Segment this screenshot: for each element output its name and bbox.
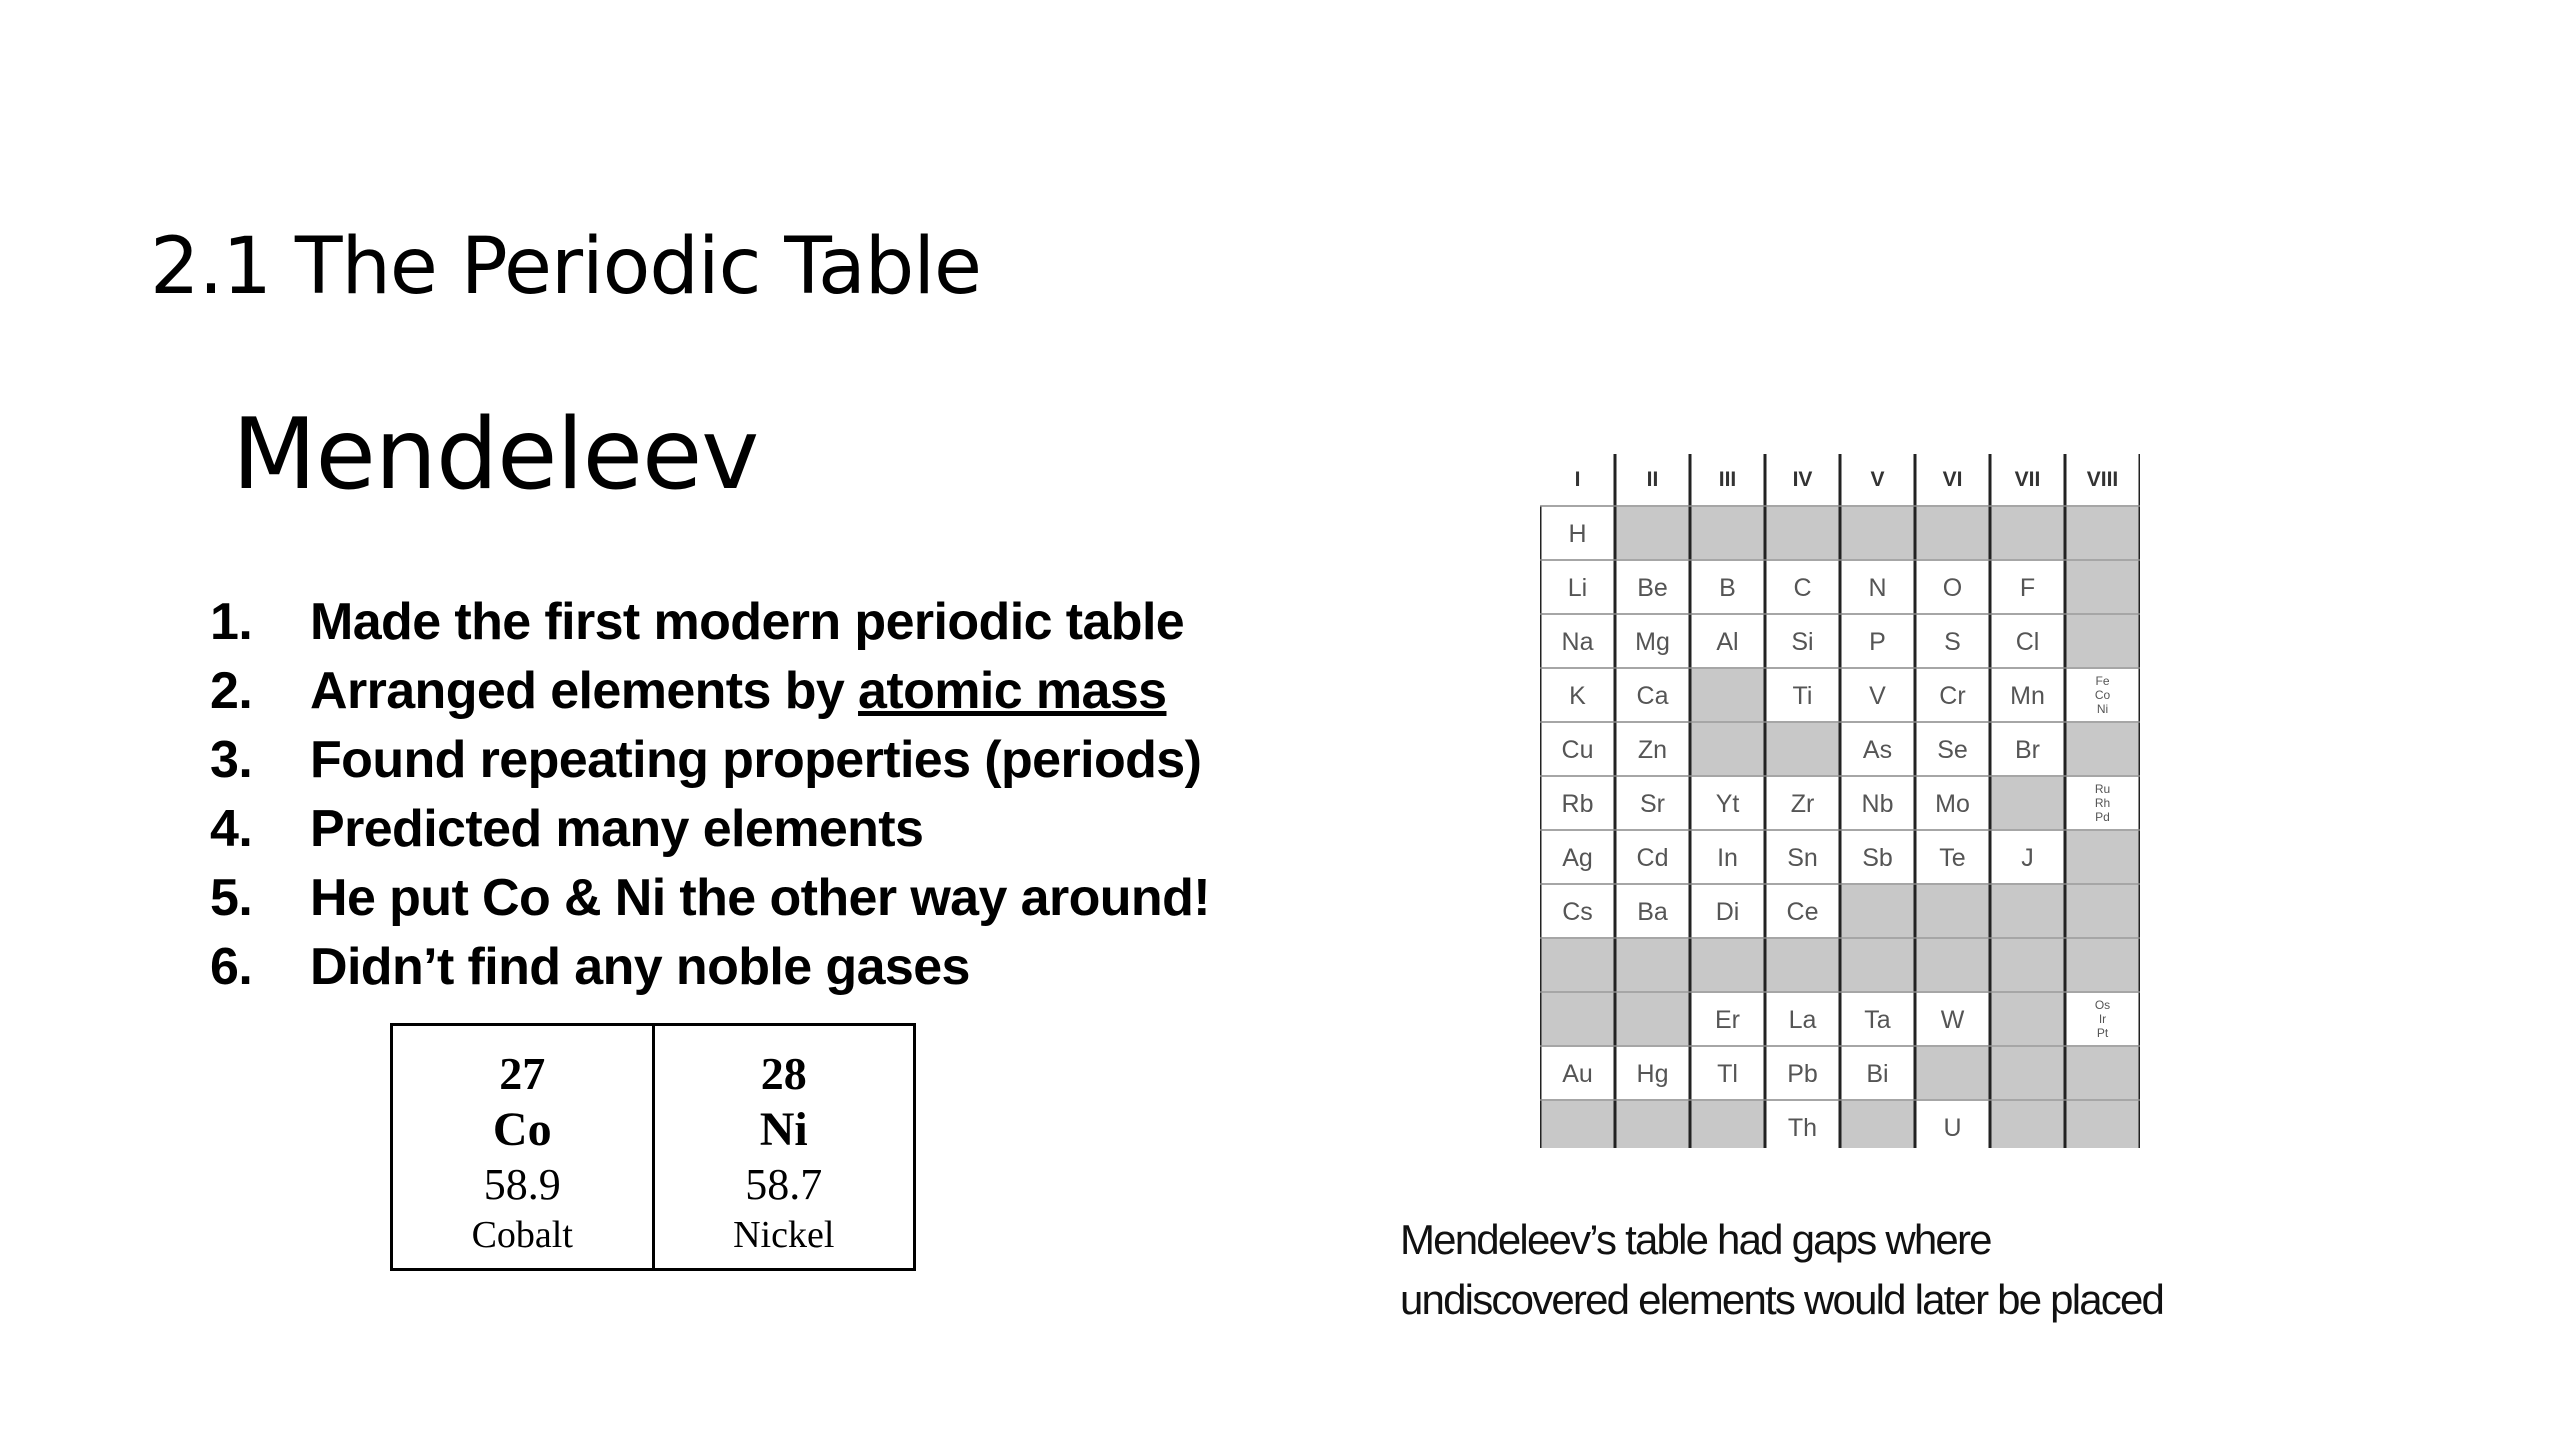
gap-cell <box>1691 507 1764 559</box>
caption-line-1: Mendeleev’s table had gaps where <box>1400 1216 1991 1263</box>
element-symbol: Rb <box>1561 790 1594 818</box>
element-symbol: W <box>1940 1006 1965 1034</box>
item-text-underlined: atomic mass <box>858 662 1167 720</box>
element-symbol: F <box>2019 574 2036 602</box>
element-symbol: Di <box>1715 898 1740 926</box>
element-symbol-small: Pt <box>2096 1026 2109 1040</box>
gap-cell <box>1841 1101 1914 1148</box>
gap-cell <box>1991 939 2064 991</box>
element-name: Nickel <box>733 1214 835 1256</box>
element-symbol: Be <box>1637 574 1668 602</box>
gap-cell <box>1841 885 1914 937</box>
element-symbol-small: Rh <box>2094 796 2111 810</box>
element-symbol: Ba <box>1637 898 1668 926</box>
element-symbol: Mn <box>2010 682 2045 710</box>
element-symbol: Sr <box>1640 790 1665 818</box>
atomic-number: 27 <box>499 1048 546 1099</box>
gap-cell <box>2066 885 2139 937</box>
element-symbol: Cl <box>2015 628 2040 656</box>
group-header: III <box>1718 468 1737 491</box>
gap-cell <box>1991 1047 2064 1099</box>
element-symbol: C <box>1793 574 1812 602</box>
item-number: 2. <box>210 662 253 720</box>
element-symbol-small: Co <box>2094 688 2111 702</box>
element-symbol: Sb <box>1862 844 1893 872</box>
gap-cell <box>1616 939 1689 991</box>
item-number: 1. <box>210 593 253 651</box>
element-symbol: Nb <box>1861 790 1894 818</box>
atomic-number: 28 <box>760 1048 807 1099</box>
gap-cell <box>1691 939 1764 991</box>
gap-cell <box>1541 993 1614 1045</box>
element-symbol: Se <box>1937 736 1968 764</box>
element-symbol: N <box>1868 574 1887 602</box>
gap-cell <box>1616 507 1689 559</box>
element-symbol: Bi <box>1866 1060 1889 1088</box>
element-symbol-small: Fe <box>2095 674 2110 688</box>
element-symbol-small: Pd <box>2095 810 2110 824</box>
gap-cell <box>1916 507 1989 559</box>
element-symbol: Mg <box>1635 628 1670 656</box>
gap-cell <box>2066 831 2139 883</box>
element-symbol: As <box>1862 736 1893 764</box>
element-symbol: H <box>1568 520 1587 548</box>
list-item <box>210 726 1210 795</box>
group-header: II <box>1646 468 1659 491</box>
group-header: VI <box>1942 468 1963 491</box>
gap-cell <box>1916 939 1989 991</box>
figure-caption <box>1400 1210 2163 1330</box>
element-symbol: Ta <box>1864 1006 1891 1034</box>
group-header: V <box>1870 468 1885 491</box>
item-text: Made the first modern periodic table <box>310 593 1185 651</box>
gap-cell <box>2066 939 2139 991</box>
element-symbol: La <box>1788 1006 1817 1034</box>
element-symbol: Sn <box>1787 844 1818 872</box>
element-symbol: V <box>1869 682 1886 710</box>
points-list <box>210 588 1210 1002</box>
element-symbol-small: Os <box>2094 998 2111 1012</box>
gap-cell <box>1841 939 1914 991</box>
item-number: 4. <box>210 800 253 858</box>
gap-cell <box>1691 1101 1764 1148</box>
gap-cell <box>1616 1101 1689 1148</box>
caption-line-2: undiscovered elements would later be placed <box>1400 1276 2164 1323</box>
list-item <box>210 657 1210 726</box>
gap-cell <box>1916 1047 1989 1099</box>
gap-cell <box>1991 507 2064 559</box>
element-symbol: Ca <box>1636 682 1669 710</box>
element-symbol: Cs <box>1562 898 1593 926</box>
element-symbol: Te <box>1939 844 1966 872</box>
element-symbol: U <box>1943 1114 1962 1142</box>
element-box-nickel <box>652 1026 914 1268</box>
element-symbol: Tl <box>1717 1060 1738 1088</box>
gap-cell <box>1691 723 1764 775</box>
element-symbol-small: Ni <box>2096 702 2109 716</box>
element-symbol: Ce <box>1786 898 1819 926</box>
element-symbol: P <box>1869 628 1886 656</box>
item-text: Predicted many elements <box>310 800 924 858</box>
gap-cell <box>1841 507 1914 559</box>
item-text: Found repeating properties (periods) <box>310 731 1202 789</box>
item-text <box>310 657 1166 726</box>
element-symbol: Th <box>1787 1114 1818 1142</box>
gap-cell <box>1691 669 1764 721</box>
element-symbol: B <box>1719 574 1736 602</box>
element-box-cobalt <box>393 1026 652 1268</box>
gap-cell <box>1916 885 1989 937</box>
gap-cell <box>1616 993 1689 1045</box>
element-symbol: Ag <box>1562 844 1593 872</box>
list-item <box>210 588 1210 657</box>
element-name: Cobalt <box>471 1214 573 1256</box>
element-symbol-small: Ru <box>2094 782 2111 796</box>
group-header: VII <box>2014 468 2041 491</box>
item-text: Didn’t find any noble gases <box>310 938 970 996</box>
element-symbol: Na <box>1561 628 1594 656</box>
element-symbol: Co <box>492 1103 552 1156</box>
list-item <box>210 933 1210 1002</box>
gap-cell <box>1991 993 2064 1045</box>
item-number: 6. <box>210 938 253 996</box>
gap-cell <box>1991 1101 2064 1148</box>
gap-cell <box>2066 615 2139 667</box>
mendeleev-periodic-table <box>1540 448 2140 1148</box>
element-symbol: Si <box>1791 628 1814 656</box>
group-header: I <box>1574 468 1581 491</box>
element-symbol: K <box>1569 682 1586 710</box>
element-symbol: Zr <box>1790 790 1815 818</box>
element-symbol: Ti <box>1792 682 1813 710</box>
atomic-mass: 58.7 <box>745 1160 823 1209</box>
gap-cell <box>1541 939 1614 991</box>
gap-cell <box>2066 1101 2139 1148</box>
element-symbol: Er <box>1715 1006 1740 1034</box>
item-number: 5. <box>210 869 253 927</box>
group-header: VIII <box>2086 468 2119 491</box>
element-symbol: Zn <box>1637 736 1668 764</box>
element-symbol-small: Ir <box>2098 1012 2107 1026</box>
element-symbol: Mo <box>1935 790 1970 818</box>
item-number: 3. <box>210 731 253 789</box>
element-symbol: S <box>1944 628 1961 656</box>
element-symbol: In <box>1717 844 1738 872</box>
gap-cell <box>1541 1101 1614 1148</box>
item-text-plain: Arranged elements by <box>310 662 859 720</box>
element-symbol: O <box>1942 574 1963 602</box>
gap-cell <box>1991 885 2064 937</box>
gap-cell <box>2066 507 2139 559</box>
element-comparison <box>390 1023 916 1271</box>
element-symbol: Cd <box>1636 844 1669 872</box>
gap-cell <box>2066 1047 2139 1099</box>
element-symbol: Hg <box>1636 1060 1669 1088</box>
slide-subtitle: Mendeleev <box>232 398 759 512</box>
slide-title: 2.1 The Periodic Table <box>150 222 981 312</box>
element-symbol: J <box>2021 844 2034 872</box>
atomic-mass: 58.9 <box>483 1160 561 1209</box>
gap-cell <box>2066 561 2139 613</box>
item-text: He put Co & Ni the other way around! <box>310 869 1210 927</box>
list-item <box>210 795 1210 864</box>
gap-cell <box>2066 723 2139 775</box>
element-symbol: Yt <box>1715 790 1740 818</box>
gap-cell <box>1766 723 1839 775</box>
element-symbol: Cr <box>1939 682 1966 710</box>
element-symbol: Au <box>1562 1060 1593 1088</box>
gap-cell <box>1991 777 2064 829</box>
gap-cell <box>1766 507 1839 559</box>
element-symbol: Cu <box>1561 736 1594 764</box>
element-symbol: Al <box>1716 628 1739 656</box>
element-symbol: Pb <box>1787 1060 1818 1088</box>
list-item <box>210 864 1210 933</box>
group-header: IV <box>1792 468 1813 491</box>
element-symbol: Li <box>1567 574 1588 602</box>
element-symbol: Br <box>2015 736 2040 764</box>
gap-cell <box>1766 939 1839 991</box>
element-symbol: Ni <box>759 1103 808 1156</box>
